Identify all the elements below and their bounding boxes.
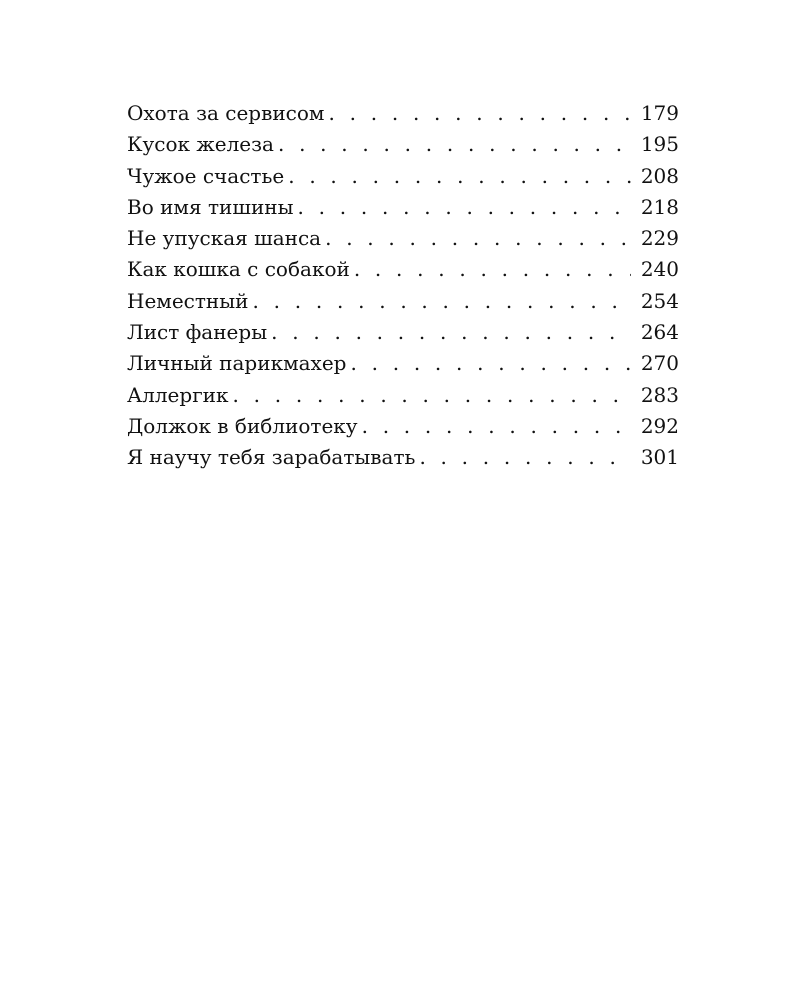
dot-leader bbox=[419, 442, 630, 473]
toc-entry bbox=[127, 161, 679, 192]
toc-entry-title: Не упуская шанса bbox=[127, 223, 325, 254]
dot-leader bbox=[278, 129, 631, 160]
toc-entry bbox=[127, 223, 679, 254]
dot-leader bbox=[271, 317, 631, 348]
toc-entry bbox=[127, 442, 679, 473]
dot-leader bbox=[233, 380, 631, 411]
toc-entry-title: Я научу тебя зарабатывать bbox=[127, 442, 419, 473]
toc-entry bbox=[127, 286, 679, 317]
toc-entry-title: Неместный bbox=[127, 286, 253, 317]
dot-leader bbox=[325, 223, 631, 254]
table-of-contents bbox=[127, 98, 679, 474]
toc-entry bbox=[127, 129, 679, 160]
toc-entry bbox=[127, 98, 679, 129]
toc-entry-title: Личный парикмахер bbox=[127, 348, 350, 379]
toc-entry-page: 270 bbox=[631, 348, 679, 379]
toc-entry-title: Аллергик bbox=[127, 380, 233, 411]
toc-entry-page: 240 bbox=[631, 254, 679, 285]
toc-entry-title: Чужое счастье bbox=[127, 161, 288, 192]
toc-entry-page: 283 bbox=[631, 380, 679, 411]
toc-entry-page: 229 bbox=[631, 223, 679, 254]
dot-leader bbox=[298, 192, 631, 223]
dot-leader bbox=[350, 348, 630, 379]
toc-entry-title: Лист фанеры bbox=[127, 317, 271, 348]
toc-entry-page: 218 bbox=[631, 192, 679, 223]
toc-entry bbox=[127, 348, 679, 379]
toc-entry-title: Во имя тишины bbox=[127, 192, 298, 223]
toc-entry-title: Охота за сервисом bbox=[127, 98, 328, 129]
dot-leader bbox=[354, 254, 631, 285]
toc-entry-page: 292 bbox=[631, 411, 679, 442]
dot-leader bbox=[253, 286, 631, 317]
toc-entry-title: Как кошка с собакой bbox=[127, 254, 354, 285]
toc-entry-title: Должок в библиотеку bbox=[127, 411, 362, 442]
toc-entry-page: 254 bbox=[631, 286, 679, 317]
toc-entry-page: 301 bbox=[631, 442, 679, 473]
toc-entry bbox=[127, 380, 679, 411]
toc-entry-page: 264 bbox=[631, 317, 679, 348]
dot-leader bbox=[288, 161, 631, 192]
dot-leader bbox=[328, 98, 630, 129]
toc-entry-page: 195 bbox=[631, 129, 679, 160]
dot-leader bbox=[362, 411, 631, 442]
toc-entry-page: 208 bbox=[631, 161, 679, 192]
toc-entry bbox=[127, 317, 679, 348]
toc-entry bbox=[127, 254, 679, 285]
toc-entry bbox=[127, 192, 679, 223]
toc-entry-title: Кусок железа bbox=[127, 129, 278, 160]
toc-entry bbox=[127, 411, 679, 442]
toc-entry-page: 179 bbox=[631, 98, 679, 129]
